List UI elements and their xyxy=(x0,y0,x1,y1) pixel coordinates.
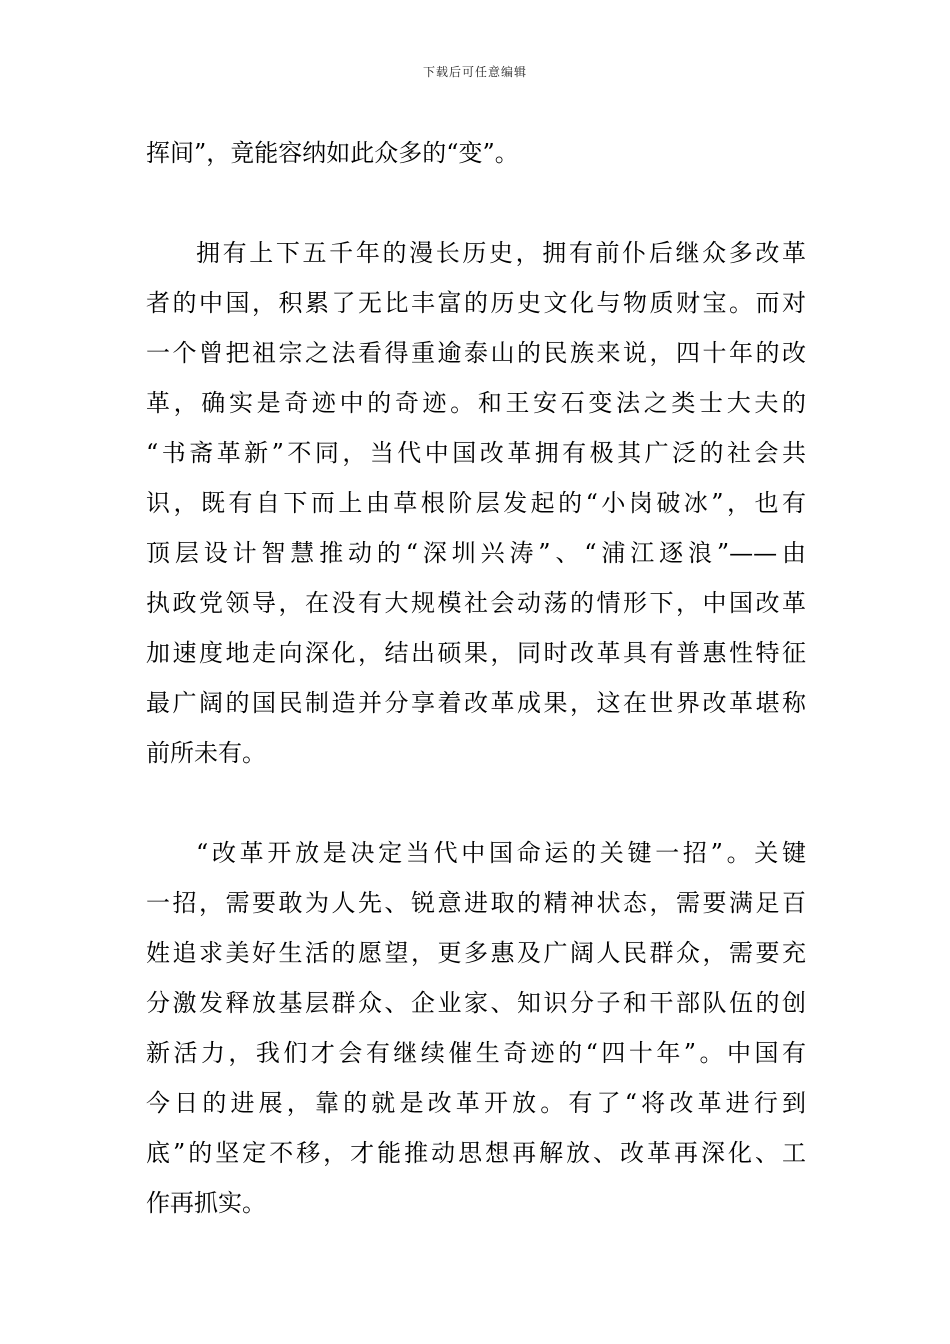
text-line: 底”的坚定不移，才能推动思想再解放、改革再深化、工 xyxy=(146,1139,806,1167)
text-line: 拥有上下五千年的漫长历史，拥有前仆后继众多改革 xyxy=(196,239,806,267)
text-line: 革，确实是奇迹中的奇迹。和王安石变法之类士大夫的 xyxy=(146,389,806,417)
paragraph-3 xyxy=(146,828,806,1228)
paragraph-gap xyxy=(146,178,806,228)
paragraph-2 xyxy=(146,228,806,778)
text-line: “改革开放是决定当代中国命运的关键一招”。关键 xyxy=(196,839,806,867)
text-line: 作再抓实。 xyxy=(146,1189,266,1217)
page-header: 下载后可任意编辑 xyxy=(422,65,527,79)
paragraph-gap xyxy=(146,778,806,828)
text-line: 加速度地走向深化，结出硕果，同时改革具有普惠性特征 xyxy=(146,639,806,667)
text-line: 挥间”，竟能容纳如此众多的“变”。 xyxy=(146,139,519,167)
text-line: 新活力，我们才会有继续催生奇迹的“四十年”。中国有 xyxy=(146,1039,806,1067)
paragraph-1 xyxy=(146,128,806,178)
text-line: 者的中国，积累了无比丰富的历史文化与物质财宝。而对 xyxy=(146,289,806,317)
document-body xyxy=(146,128,806,1228)
text-line: 最广阔的国民制造并分享着改革成果，这在世界改革堪称 xyxy=(146,689,806,717)
text-line: 姓追求美好生活的愿望，更多惠及广阔人民群众，需要充 xyxy=(146,939,806,967)
text-line: 前所未有。 xyxy=(146,739,266,767)
text-line: 识，既有自下而上由草根阶层发起的“小岗破冰”，也有 xyxy=(146,489,806,517)
text-line: “书斋革新”不同，当代中国改革拥有极其广泛的社会共 xyxy=(146,439,806,467)
text-line: 一招，需要敢为人先、锐意进取的精神状态，需要满足百 xyxy=(146,889,806,917)
text-line: 顶层设计智慧推动的“深圳兴涛”、“浦江逐浪”——由 xyxy=(146,539,806,567)
text-line: 分激发释放基层群众、企业家、知识分子和干部队伍的创 xyxy=(146,989,806,1017)
text-line: 今日的进展，靠的就是改革开放。有了“将改革进行到 xyxy=(146,1089,806,1117)
text-line: 执政党领导，在没有大规模社会动荡的情形下，中国改革 xyxy=(146,589,806,617)
text-line: 一个曾把祖宗之法看得重逾泰山的民族来说，四十年的改 xyxy=(146,339,806,367)
